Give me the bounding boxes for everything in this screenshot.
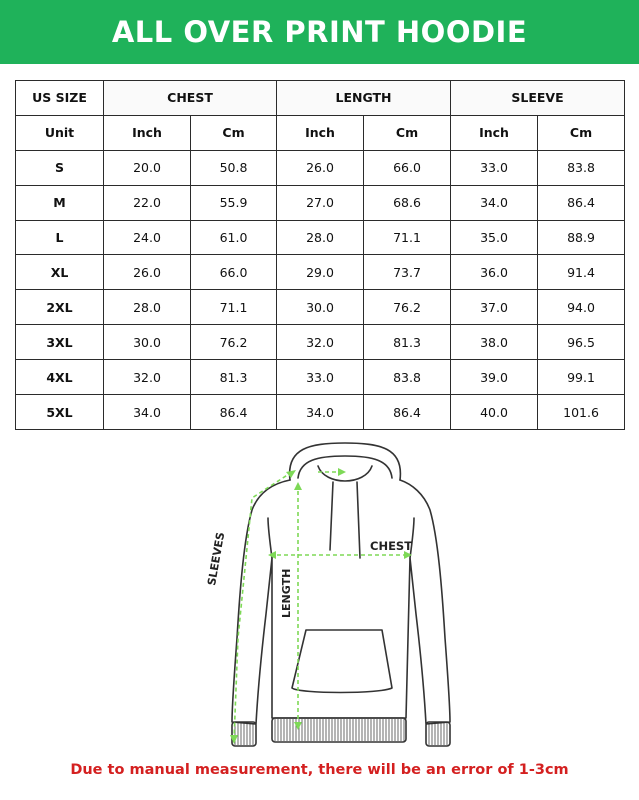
measurement-value: 83.8 xyxy=(364,360,451,395)
rib-lines xyxy=(235,719,447,745)
measurement-value: 26.0 xyxy=(277,150,364,185)
sleeves-label: SLEEVES xyxy=(205,531,228,587)
measurement-value: 86.4 xyxy=(364,395,451,430)
size-label: 5XL xyxy=(16,395,104,430)
size-label: M xyxy=(16,185,104,220)
measurement-value: 86.4 xyxy=(191,395,277,430)
measurement-value: 32.0 xyxy=(277,325,364,360)
chest-header: CHEST xyxy=(104,81,277,116)
hood-opening xyxy=(318,466,372,481)
measurement-value: 66.0 xyxy=(364,150,451,185)
measurement-value: 81.3 xyxy=(191,360,277,395)
measurement-value: 81.3 xyxy=(364,325,451,360)
sleeve-arrow-top xyxy=(286,470,296,478)
length-label: LENGTH xyxy=(280,568,293,618)
measurement-value: 73.7 xyxy=(364,255,451,290)
measurement-value: 88.9 xyxy=(538,220,625,255)
size-label: XL xyxy=(16,255,104,290)
unit-length-cm: Cm xyxy=(364,115,451,150)
measurement-value: 71.1 xyxy=(364,220,451,255)
drawstring-right xyxy=(357,482,360,558)
unit-length-inch: Inch xyxy=(277,115,364,150)
measurement-value: 33.0 xyxy=(277,360,364,395)
length-header: LENGTH xyxy=(277,81,451,116)
measurement-value: 76.2 xyxy=(364,290,451,325)
unit-chest-cm: Cm xyxy=(191,115,277,150)
measurement-value: 101.6 xyxy=(538,395,625,430)
size-row xyxy=(16,395,625,430)
size-row xyxy=(16,290,625,325)
kangaroo-pocket xyxy=(292,630,392,693)
size-label: L xyxy=(16,220,104,255)
measurement-error-note: Due to manual measurement, there will be an error of 1-3cm xyxy=(70,762,569,778)
title-banner xyxy=(0,0,639,64)
measurement-value: 96.5 xyxy=(538,325,625,360)
measurement-value: 91.4 xyxy=(538,255,625,290)
size-row xyxy=(16,360,625,395)
size-row xyxy=(16,185,625,220)
measurement-value: 29.0 xyxy=(277,255,364,290)
measurement-value: 20.0 xyxy=(104,150,191,185)
measurement-value: 30.0 xyxy=(104,325,191,360)
hoodie-body-outline xyxy=(232,480,450,724)
page-title: ALL OVER PRINT HOODIE xyxy=(111,15,528,49)
size-row xyxy=(16,150,625,185)
measurement-value: 36.0 xyxy=(451,255,538,290)
measurement-value: 33.0 xyxy=(451,150,538,185)
measurement-value: 71.1 xyxy=(191,290,277,325)
measurement-value: 39.0 xyxy=(451,360,538,395)
unit-chest-inch: Inch xyxy=(104,115,191,150)
measurement-value: 34.0 xyxy=(451,185,538,220)
measurement-value: 37.0 xyxy=(451,290,538,325)
hood-outline xyxy=(290,443,401,480)
size-row xyxy=(16,220,625,255)
measurement-value: 34.0 xyxy=(277,395,364,430)
chest-label: CHEST xyxy=(370,539,413,553)
measurement-value: 76.2 xyxy=(191,325,277,360)
size-label: 3XL xyxy=(16,325,104,360)
measurement-value: 27.0 xyxy=(277,185,364,220)
drawstring-left xyxy=(330,482,333,550)
hoodie-measurement-diagram xyxy=(0,438,639,758)
hood-inner xyxy=(298,456,392,478)
measurement-value: 28.0 xyxy=(104,290,191,325)
measurement-lines xyxy=(234,472,413,740)
size-row xyxy=(16,325,625,360)
measurement-value: 30.0 xyxy=(277,290,364,325)
size-chart-table xyxy=(15,80,625,430)
measurement-value: 38.0 xyxy=(451,325,538,360)
measurement-value: 34.0 xyxy=(104,395,191,430)
measurement-value: 22.0 xyxy=(104,185,191,220)
measurement-value: 50.8 xyxy=(191,150,277,185)
measurement-value: 55.9 xyxy=(191,185,277,220)
header-row xyxy=(16,81,625,116)
unit-label: Unit xyxy=(16,115,104,150)
measurement-value: 40.0 xyxy=(451,395,538,430)
size-label: 2XL xyxy=(16,290,104,325)
size-label: S xyxy=(16,150,104,185)
sleeve-header: SLEEVE xyxy=(451,81,625,116)
size-row xyxy=(16,255,625,290)
measurement-value: 32.0 xyxy=(104,360,191,395)
measurement-value: 28.0 xyxy=(277,220,364,255)
measurement-value: 99.1 xyxy=(538,360,625,395)
measurement-value: 61.0 xyxy=(191,220,277,255)
measurement-value: 86.4 xyxy=(538,185,625,220)
unit-sleeve-inch: Inch xyxy=(451,115,538,150)
unit-sleeve-cm: Cm xyxy=(538,115,625,150)
measurement-value: 35.0 xyxy=(451,220,538,255)
unit-row xyxy=(16,115,625,150)
measurement-value: 24.0 xyxy=(104,220,191,255)
us-size-header: US SIZE xyxy=(16,81,104,116)
measurement-value: 68.6 xyxy=(364,185,451,220)
size-label: 4XL xyxy=(16,360,104,395)
measurement-value: 94.0 xyxy=(538,290,625,325)
length-arrow-bottom xyxy=(294,722,302,730)
measurement-value: 83.8 xyxy=(538,150,625,185)
left-sleeve-seam xyxy=(268,518,272,558)
measurement-value: 66.0 xyxy=(191,255,277,290)
length-arrow-top xyxy=(294,482,302,490)
measurement-value: 26.0 xyxy=(104,255,191,290)
